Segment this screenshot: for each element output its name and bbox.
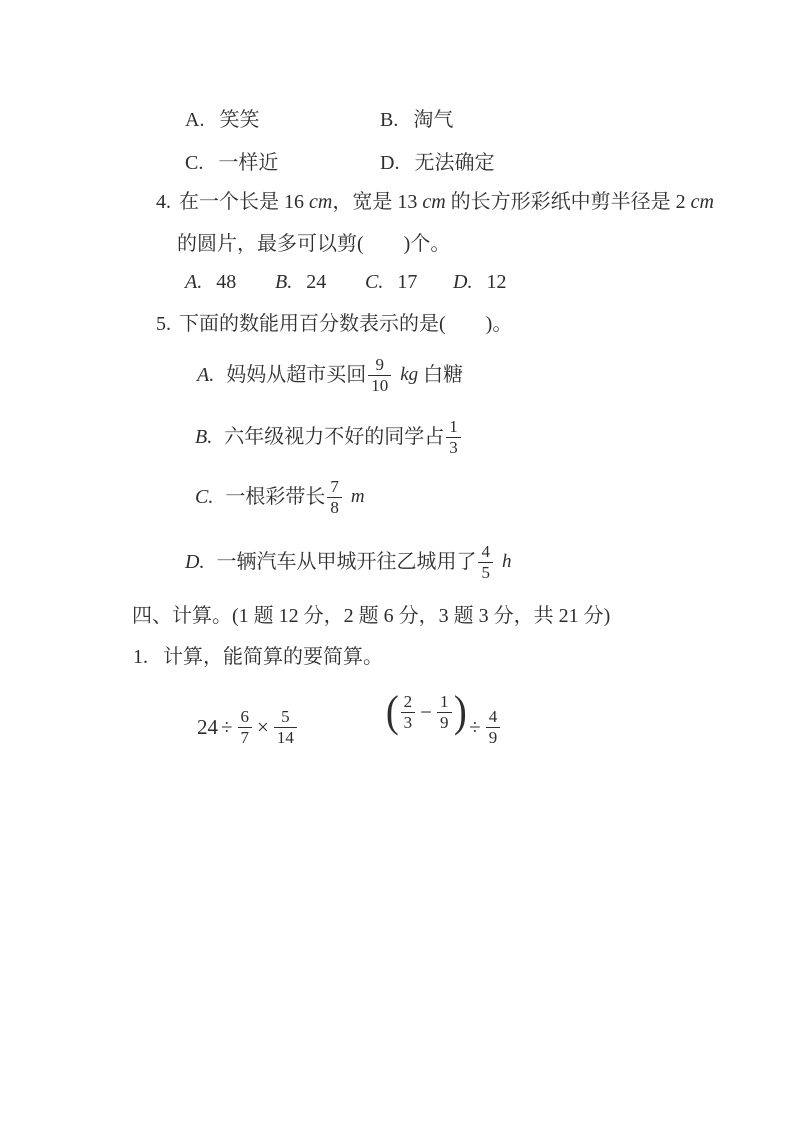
q3-option-c [185,146,278,175]
q4-number: 4. [156,191,171,213]
calc-expression-1 [197,705,299,749]
q4-text-3: 的长方形彩纸中剪半径是 2 [445,191,691,213]
q4-option-a-value: 48 [216,271,237,293]
fraction-denominator: 5 [478,562,493,582]
fraction [327,478,342,517]
q3-option-c-text: 一样近 [218,152,279,174]
q4-option-b-label: B. [275,271,293,293]
q5-option-a-text: 妈妈从超市买回 [226,364,367,386]
division-sign: ÷ [469,714,481,739]
fraction [368,356,391,395]
q4-option-d-value: 12 [486,271,507,293]
q5-stem-text: 下面的数能用百分数表示的是( )。 [179,313,513,335]
q3-option-d-label: D. [380,152,400,174]
fraction-numerator: 1 [449,416,458,436]
q4-option-c-label: C. [365,271,384,293]
q3-option-a-label: A. [185,109,205,131]
q4-text-2: ，宽是 13 [332,191,423,213]
q5-option-a-label: A. [197,363,215,386]
q5-option-a-post: 白糖 [423,364,464,386]
fraction-numerator: 1 [440,691,449,711]
q5-option-b-text: 六年级视力不好的同学占 [224,426,445,448]
fraction [238,708,253,747]
multiplication-sign: × [257,714,269,739]
q3-option-b-label: B. [380,109,399,131]
q4-text-1: 在一个长是 16 [179,191,309,213]
q4-stem-line2: 的圆片，最多可以剪( )个。 [177,233,451,255]
fraction-numerator: 4 [488,706,498,726]
q3-option-a [185,103,259,132]
right-parenthesis: ) [453,687,467,737]
q5-option-b-label: B. [195,425,213,448]
division-sign: ÷ [221,714,233,739]
q5-option-d [185,540,511,584]
calc-expression-2 [386,689,502,748]
q5-option-c [195,475,365,519]
q4-unit-cm-3: cm [690,191,714,213]
fraction-denominator: 9 [437,712,452,732]
q5-option-b [195,415,463,459]
q5-option-a-unit: kg [400,364,419,385]
fraction [446,418,461,457]
fraction-numerator: 6 [240,706,250,726]
q5-option-c-label: C. [195,485,214,508]
divide-group [466,706,502,748]
q5-option-d-unit: h [501,551,512,572]
fraction [274,708,297,747]
fraction-denominator: 3 [401,712,416,732]
q4-option-b [275,271,326,294]
q4-option-d [453,271,506,294]
fraction-numerator: 5 [281,706,290,726]
q5-number: 5. [156,313,171,335]
q4-option-b-value: 24 [306,271,327,293]
fraction [437,693,452,732]
q5-option-c-unit: m [350,486,365,507]
fraction-numerator: 2 [403,691,413,711]
q4-option-d-label: D. [453,271,473,293]
fraction-denominator: 8 [327,497,342,517]
expr1-term: 24 [197,714,218,739]
q4-stem-line1 [156,190,714,214]
fraction-denominator: 9 [486,727,501,747]
q3-option-b-text: 淘气 [413,109,454,131]
q5-option-d-text: 一辆汽车从甲城开往乙城用了 [216,551,477,573]
q4-unit-cm-1: cm [309,191,333,213]
q5-stem [156,312,512,336]
q3-option-d [380,146,494,175]
q5-option-a [197,353,463,397]
q5-option-d-label: D. [185,550,205,573]
q3-option-a-text: 笑笑 [219,109,260,131]
fraction-denominator: 7 [238,727,253,747]
left-parenthesis: ( [385,687,399,737]
section4-item1-number: 1. [133,646,148,668]
q4-option-a-label: A. [185,271,203,293]
fraction-denominator: 10 [368,375,391,395]
q4-unit-cm-2: cm [422,191,446,213]
q3-option-b [380,103,453,132]
section4-item1-heading [133,645,383,669]
section4-title: 四、计算。(1 题 12 分，2 题 6 分，3 题 3 分，共 21 分) [132,605,611,627]
fraction [486,708,501,747]
q4-option-a [185,271,236,294]
fraction [401,693,416,732]
fraction-numerator: 4 [481,541,490,561]
minus-sign: − [420,699,432,724]
fraction-numerator: 9 [375,354,384,374]
fraction [478,543,493,582]
bracket-group [386,689,466,735]
fraction-numerator: 7 [330,476,339,496]
q4-option-c-value: 17 [397,271,418,293]
q3-option-d-text: 无法确定 [414,152,495,174]
q3-option-c-label: C. [185,152,204,174]
fraction-denominator: 14 [274,727,297,747]
q5-option-c-text: 一根彩带长 [225,486,326,508]
section4-item1-text: 计算，能简算的要简算。 [163,646,383,668]
fraction-denominator: 3 [446,437,461,457]
q4-option-c [365,271,417,294]
